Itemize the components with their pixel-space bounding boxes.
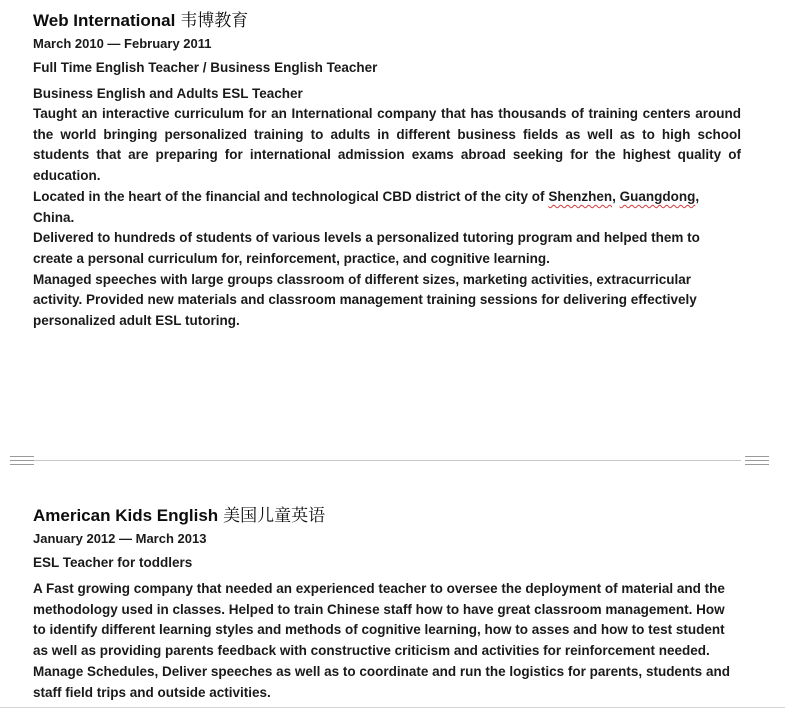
job-subtitle: Business English and Adults ESL Teacher — [33, 86, 303, 101]
misspelled-word-guangdong[interactable]: Guangdong — [619, 188, 696, 204]
description-paragraph: Taught an interactive curriculum for an International company that has thousands of training centers around the world bringing personalized training to adults in different business fields as well as to high school students that are preparing for international admission exams abroad seeking for the highest quality of education. — [33, 106, 741, 184]
job-title: ESL Teacher for toddlers — [33, 555, 193, 570]
company-name: Web International — [33, 11, 176, 30]
location-separator: , — [612, 188, 620, 204]
company-name: American Kids English — [33, 506, 219, 525]
job-title: Full Time English Teacher / Business English Teacher — [33, 60, 378, 75]
location-paragraph — [33, 187, 741, 228]
employment-dates: March 2010 — February 2011 — [33, 36, 212, 51]
page-break-gap — [0, 456, 785, 466]
page-break-left-marker — [10, 456, 34, 465]
page-break-right-marker — [745, 456, 769, 465]
company-heading — [33, 503, 741, 529]
experience-entry-web-international — [33, 8, 741, 332]
employment-dates: January 2012 — March 2013 — [33, 531, 207, 546]
company-name-chinese: 美国儿童英语 — [223, 506, 326, 526]
location-text: Located in the heart of the financial and technological CBD district of the city of — [33, 188, 549, 204]
company-heading — [33, 8, 741, 34]
misspelled-word-shenzhen[interactable]: Shenzhen — [548, 188, 613, 204]
management-paragraph: Managed speeches with large groups classroom of different sizes, marketing activities, extracurricular activity. Provided new materials and classroom management training sessions for delivering effectively personalized adult ESL tutoring. — [33, 271, 697, 329]
description-paragraph: A Fast growing company that needed an experienced teacher to oversee the deployment of material and the methodology used in classes. Helped to train Chinese staff how to have great classroom management. How to identify different learning styles and methods of cognitive learning, how to asses and how to test student as well as providing parents feedback with constructive criticism and activities for reinforcement needed. Manage Schedules, Deliver speeches as well as to coordinate and run the logistics for parents, students and staff field trips and outside activities. — [33, 581, 730, 700]
tutoring-paragraph: Delivered to hundreds of students of various levels a personalized tutoring program and helped them to create a personal curriculum for, reinforcement, practice, and cognitive learning. — [33, 230, 700, 266]
experience-entry-american-kids-english — [33, 503, 741, 703]
location-country: , China. — [33, 188, 700, 225]
page-bottom-edge — [0, 707, 785, 708]
company-name-chinese: 韦博教育 — [180, 11, 249, 31]
page-break-line — [34, 460, 741, 461]
